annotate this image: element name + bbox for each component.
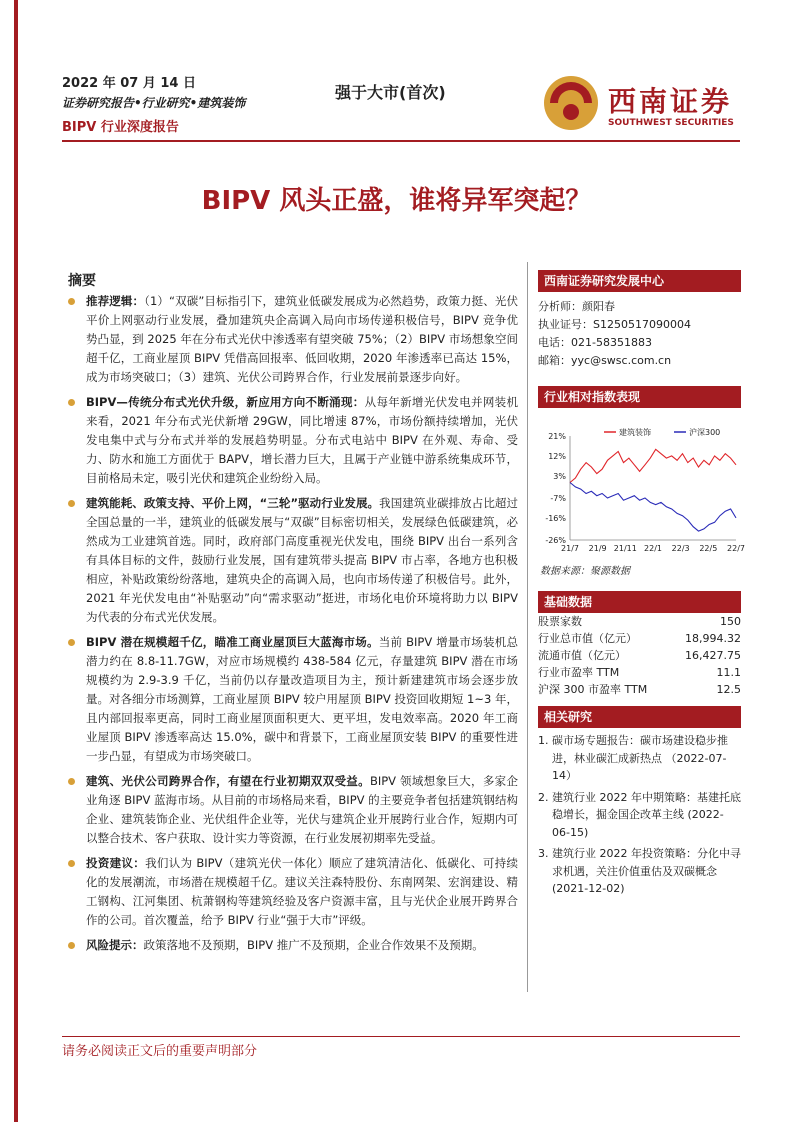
data-row: 股票家数 150 xyxy=(538,615,741,628)
series-line xyxy=(570,449,736,482)
related-research-list xyxy=(538,732,741,902)
y-tick-label: 3% xyxy=(553,471,566,481)
research-center-header: 西南证券研究发展中心 xyxy=(538,270,741,292)
research-item[interactable]: 2. 建筑行业 2022 年中期策略：基建托底稳增长，掘金国企改革主线 (2022-06-15) xyxy=(538,790,741,839)
analyst-phone: 电话：021-58351883 xyxy=(538,336,652,349)
summary-heading: 摘要 xyxy=(68,273,96,289)
footer-notice: 请务必阅读正文后的重要声明部分 xyxy=(62,1044,258,1059)
logo-name-cn: 西南证券 xyxy=(608,85,733,118)
report-title: BIPV 风头正盛，谁将异军突起？ xyxy=(201,186,592,216)
research-item[interactable]: 3. 建筑行业 2022 年投资策略：分化中寻求机遇，关注价值重估及双碳概念 (2021-12-02) xyxy=(538,847,741,895)
summary-paragraph: BIPV—传统分布式光伏升级，新应用方向不断涌现：从每年新增光伏发电并网装机来看，2021 年分布式光伏新增 29GW，同比增速 87%，市场份额持续增加，光伏发电集中式与分布式并举的发展趋势明显。分布式电站中 BIPV 在外观、寿命、受力、防水和施工方面优于 BAPV，增长潜力巨大，且属于产业链中游系统集成环节，目前格局未定，吸引光伏和建筑企业纷纷入局。 xyxy=(68,393,518,488)
summary-paragraph: BIPV 潜在规模超千亿，瞄准工商业屋顶巨大蓝海市场。当前 BIPV 增量市场装机总潜力约在 8.8-11.7GW，对应市场规模约 438-584 亿元，存量建筑 BIPV 潜在市场规模约为 2.9-3.9 千亿，当前仍以存量改造项目为主，预计新建建筑市场会逐步放量。对各细分市场测算，工商业屋顶 BIPV 较户用屋顶 BIPV 投资回收期短 1~3 年，且内部回报率更高，同时工商业屋顶面积更大、更平坦，发电效率高。2020 年工商业屋顶 BIPV 渗透率高达 15.0%，碳中和背景下，工商业屋顶安装 BIPV 的重要性进一步凸显，有望成为市场突破口。 xyxy=(68,633,518,766)
legend-label: 沪深300 xyxy=(689,428,721,437)
x-tick-label: 22/7 xyxy=(727,544,745,553)
summary-paragraph: 建筑、光伏公司跨界合作，有望在行业初期双双受益。BIPV 领域想象巨大，多家企业角逐 BIPV 蓝海市场。从目前的市场格局来看，BIPV 的主要竞争者包括建筑钢结构企业、建筑装饰企业、光伏组件企业等，光伏与建筑企业开展跨行业合作，短期内可以整合技术、客户获取、设计实力等资源，在行业发展初期率先受益。 xyxy=(68,772,518,848)
y-tick-label: 12% xyxy=(548,451,566,461)
y-tick-label: -16% xyxy=(545,513,566,523)
left-accent-bar xyxy=(14,0,18,1122)
summary-paragraph: 风险提示：政策落地不及预期，BIPV 推广不及预期，企业合作效果不及预期。 xyxy=(68,936,518,955)
industry-rating: 强于大市(首次) xyxy=(335,83,446,102)
analyst-name: 分析师：颜阳春 xyxy=(538,300,615,313)
index-chart-header: 行业相对指数表现 xyxy=(538,386,741,408)
y-tick-label: -26% xyxy=(545,536,566,545)
summary-paragraph: 推荐逻辑：（1）“双碳”目标指引下，建筑业低碳发展成为必然趋势，政策力挺、光伏平价上网驱动行业发展，叠加建筑央企高调入局向市场传递积极信号，BIPV 竞争优势凸显，到 2025 年在分布式光伏中渗透率有望突破 75%；（2）BIPV 市场想象空间超千亿，工商业屋顶 BIPV 凭借高回报率、低回收期，2020 年渗透率已高达 15%，成为市场突破口；（3）建筑、光伏公司跨界合作，行业发展前景逐步向好。 xyxy=(68,292,518,387)
y-tick-label: 21% xyxy=(548,432,566,441)
y-tick-label: -7% xyxy=(550,493,566,503)
logo-name-en: SOUTHWEST SECURITIES xyxy=(608,118,734,128)
report-subtitle: BIPV 行业深度报告 xyxy=(62,120,179,135)
analyst-info xyxy=(538,298,741,370)
summary-paragraph: 建筑能耗、政策支持、平价上网，“三轮”驱动行业发展。我国建筑业碳排放占比超过全国总量的一半，建筑业的低碳发展与“双碳”目标密切相关，发展绿色低碳建筑，必然成为工业建筑首选。同时，政府部门高度重视光伏发电，围绕 BIPV 出台一系列含有具体目标的文件，鼓励行业发展，国有建筑带头提高 BIPV 市占率，各地方也积极相应，补贴政策纷纷落地，建筑央企的高调入局，也向市场传递了积极信号。此外，2021 年光伏发电由“补贴驱动”向“需求驱动”挺进，市场化电价环境将助力以 BIPV 为代表的分布式光伏发展。 xyxy=(68,494,518,627)
x-tick-label: 21/7 xyxy=(561,544,579,553)
related-research-header: 相关研究 xyxy=(538,706,741,728)
company-logo-icon xyxy=(542,74,600,132)
research-item[interactable]: 1. 碳市场专题报告：碳市场建设稳步推进，林业碳汇成新热点 （2022-07-14） xyxy=(538,734,728,782)
relative-index-chart xyxy=(538,428,745,556)
footer-divider xyxy=(62,1036,740,1037)
report-date: 2022 年 07 月 14 日 xyxy=(62,76,196,91)
analyst-license: 执业证号：S1250517090004 xyxy=(538,318,691,331)
series-line xyxy=(570,483,736,532)
summary-paragraph: 投资建议：我们认为 BIPV（建筑光伏一体化）顺应了建筑清洁化、低碳化、可持续化的发展潮流，市场潜在规模超千亿。建议关注森特股份、东南网架、宏润建设、精工钢构、江河集团、杭萧钢构等建筑经验及客户资源丰富，且与光伏企业展开跨界合作的公司。首次覆盖，给予 BIPV 行业“强于大市”评级。 xyxy=(68,854,518,930)
x-tick-label: 21/11 xyxy=(613,544,637,553)
header-divider xyxy=(62,140,740,142)
legend-label: 建筑装饰 xyxy=(619,428,651,437)
analyst-email[interactable]: 邮箱：yyc@swsc.com.cn xyxy=(538,354,672,367)
data-row: 行业市盈率 TTM 11.1 xyxy=(538,666,741,679)
basic-data-table xyxy=(538,613,741,698)
data-row: 流通市值（亿元） 16,427.75 xyxy=(538,649,741,662)
x-tick-label: 21/9 xyxy=(588,544,607,553)
column-divider xyxy=(527,262,528,992)
report-type: 证券研究报告•行业研究•建筑装饰 xyxy=(62,96,246,110)
data-row: 行业总市值（亿元） 18,994.32 xyxy=(538,632,741,645)
basic-data-header: 基础数据 xyxy=(538,591,741,613)
x-tick-label: 22/3 xyxy=(671,544,690,553)
summary-body xyxy=(68,292,518,961)
x-tick-label: 22/1 xyxy=(644,544,662,553)
chart-source: 数据来源：聚源数据 xyxy=(540,566,630,577)
x-tick-label: 22/5 xyxy=(699,544,718,553)
data-row: 沪深 300 市盈率 TTM 12.5 xyxy=(538,683,741,696)
